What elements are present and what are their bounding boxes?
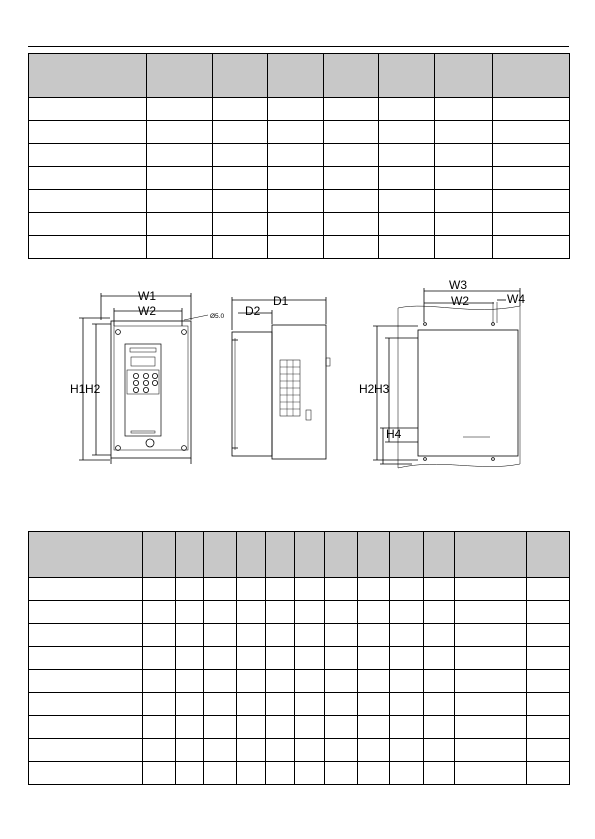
table-row bbox=[29, 98, 570, 121]
table-cell bbox=[358, 739, 390, 762]
table-cell bbox=[29, 144, 147, 167]
table-cell bbox=[455, 693, 527, 716]
table-cell bbox=[29, 578, 143, 601]
table-cell bbox=[295, 578, 325, 601]
table-cell bbox=[29, 693, 143, 716]
table-cell bbox=[358, 693, 390, 716]
table-cell bbox=[213, 190, 268, 213]
table-cell bbox=[295, 624, 325, 647]
table-row bbox=[29, 578, 570, 601]
table-cell bbox=[435, 167, 493, 190]
table-cell bbox=[29, 762, 143, 785]
header-rule bbox=[28, 46, 569, 47]
table-cell bbox=[237, 762, 266, 785]
header-cell bbox=[268, 54, 324, 98]
mount-h2-label: H2 bbox=[359, 382, 375, 396]
table-row bbox=[29, 236, 570, 259]
header-cell bbox=[390, 532, 424, 578]
table-cell bbox=[390, 762, 424, 785]
table-row bbox=[29, 739, 570, 762]
header-cell bbox=[295, 532, 325, 578]
header-cell bbox=[455, 532, 527, 578]
table-cell bbox=[204, 578, 237, 601]
table-cell bbox=[390, 739, 424, 762]
table-cell bbox=[325, 647, 358, 670]
table-header-row bbox=[29, 54, 570, 98]
table-cell bbox=[325, 716, 358, 739]
table-cell bbox=[176, 762, 204, 785]
table-cell bbox=[424, 693, 455, 716]
table-cell bbox=[213, 213, 268, 236]
table-cell bbox=[390, 624, 424, 647]
table-cell bbox=[176, 670, 204, 693]
table-row bbox=[29, 190, 570, 213]
table-cell bbox=[493, 190, 570, 213]
table-cell bbox=[424, 601, 455, 624]
table-cell bbox=[358, 601, 390, 624]
table-row bbox=[29, 762, 570, 785]
table-cell bbox=[143, 693, 176, 716]
table-cell bbox=[29, 98, 147, 121]
table-row bbox=[29, 121, 570, 144]
header-cell bbox=[379, 54, 435, 98]
table-cell bbox=[29, 236, 147, 259]
table-cell bbox=[390, 601, 424, 624]
table-cell bbox=[266, 716, 295, 739]
table-cell bbox=[325, 670, 358, 693]
table-cell bbox=[268, 98, 324, 121]
table-cell bbox=[29, 167, 147, 190]
table-cell bbox=[268, 144, 324, 167]
header-cell bbox=[29, 54, 147, 98]
table-cell bbox=[324, 98, 379, 121]
table-row bbox=[29, 670, 570, 693]
header-cell bbox=[527, 532, 570, 578]
mount-w4-label: W4 bbox=[507, 292, 525, 306]
table-cell bbox=[266, 739, 295, 762]
table-cell bbox=[29, 121, 147, 144]
table-cell bbox=[237, 647, 266, 670]
table-cell bbox=[325, 624, 358, 647]
table-cell bbox=[147, 190, 213, 213]
table-cell bbox=[527, 647, 570, 670]
table-cell bbox=[29, 624, 143, 647]
table-cell bbox=[295, 716, 325, 739]
header-cell bbox=[213, 54, 268, 98]
table-cell bbox=[358, 578, 390, 601]
table-cell bbox=[379, 190, 435, 213]
table-cell bbox=[143, 716, 176, 739]
table-cell bbox=[204, 624, 237, 647]
table-cell bbox=[527, 624, 570, 647]
table-cell bbox=[295, 693, 325, 716]
table-cell bbox=[29, 213, 147, 236]
table-cell bbox=[237, 693, 266, 716]
header-cell bbox=[176, 532, 204, 578]
table-cell bbox=[435, 236, 493, 259]
header-cell bbox=[204, 532, 237, 578]
header-cell bbox=[266, 532, 295, 578]
table-row bbox=[29, 144, 570, 167]
table-cell bbox=[493, 121, 570, 144]
table-cell bbox=[455, 716, 527, 739]
table-cell bbox=[493, 144, 570, 167]
table-cell bbox=[379, 121, 435, 144]
table-cell bbox=[268, 121, 324, 144]
table-cell bbox=[295, 647, 325, 670]
table-cell bbox=[268, 167, 324, 190]
front-h1-label: H1 bbox=[70, 382, 86, 396]
table-cell bbox=[325, 693, 358, 716]
table-cell bbox=[237, 601, 266, 624]
table-cell bbox=[147, 144, 213, 167]
table-cell bbox=[527, 693, 570, 716]
table-row bbox=[29, 213, 570, 236]
table-cell bbox=[266, 693, 295, 716]
table-cell bbox=[358, 647, 390, 670]
table-cell bbox=[213, 98, 268, 121]
table-cell bbox=[324, 190, 379, 213]
table-cell bbox=[527, 670, 570, 693]
table-cell bbox=[266, 762, 295, 785]
table-cell bbox=[213, 121, 268, 144]
table-cell bbox=[455, 739, 527, 762]
table-cell bbox=[379, 98, 435, 121]
mount-h4-label: H4 bbox=[386, 427, 402, 441]
mount-h3-label: H3 bbox=[374, 382, 390, 396]
table-cell bbox=[455, 670, 527, 693]
side-d2-label: D2 bbox=[245, 304, 261, 318]
table-cell bbox=[266, 601, 295, 624]
table-row bbox=[29, 716, 570, 739]
table-cell bbox=[324, 121, 379, 144]
table-cell bbox=[455, 578, 527, 601]
table-cell bbox=[493, 236, 570, 259]
table-cell bbox=[266, 578, 295, 601]
table-cell bbox=[424, 578, 455, 601]
table-cell bbox=[435, 144, 493, 167]
front-view bbox=[79, 293, 208, 464]
table-cell bbox=[143, 670, 176, 693]
table-cell bbox=[455, 647, 527, 670]
table-cell bbox=[455, 601, 527, 624]
table-cell bbox=[213, 144, 268, 167]
table-cell bbox=[143, 739, 176, 762]
table-cell bbox=[435, 190, 493, 213]
table-cell bbox=[237, 739, 266, 762]
table-cell bbox=[204, 601, 237, 624]
table-cell bbox=[493, 98, 570, 121]
table-cell bbox=[295, 670, 325, 693]
header-cell bbox=[143, 532, 176, 578]
table-cell bbox=[143, 624, 176, 647]
table-cell bbox=[358, 716, 390, 739]
table-cell bbox=[204, 739, 237, 762]
table-cell bbox=[266, 647, 295, 670]
table-cell bbox=[424, 739, 455, 762]
header-cell bbox=[237, 532, 266, 578]
table-cell bbox=[527, 601, 570, 624]
table-row bbox=[29, 647, 570, 670]
header-cell bbox=[424, 532, 455, 578]
table-cell bbox=[324, 167, 379, 190]
table-cell bbox=[147, 167, 213, 190]
table-cell bbox=[435, 121, 493, 144]
table-cell bbox=[455, 624, 527, 647]
table-cell bbox=[29, 739, 143, 762]
table-cell bbox=[527, 578, 570, 601]
table-cell bbox=[424, 762, 455, 785]
table-cell bbox=[143, 647, 176, 670]
table-cell bbox=[527, 739, 570, 762]
table-cell bbox=[237, 624, 266, 647]
mount-w2-label: W2 bbox=[451, 294, 469, 308]
table-cell bbox=[204, 693, 237, 716]
table-cell bbox=[527, 762, 570, 785]
table-cell bbox=[295, 762, 325, 785]
table-cell bbox=[424, 647, 455, 670]
header-cell bbox=[147, 54, 213, 98]
table-cell bbox=[29, 670, 143, 693]
mount-w3-label: W3 bbox=[449, 278, 467, 292]
inverter-outline-drawings bbox=[0, 260, 595, 490]
table-cell bbox=[29, 647, 143, 670]
side-view bbox=[232, 297, 330, 459]
front-h2-label: H2 bbox=[85, 382, 101, 396]
table-cell bbox=[147, 121, 213, 144]
table-cell bbox=[176, 601, 204, 624]
table-cell bbox=[295, 601, 325, 624]
table-cell bbox=[29, 190, 147, 213]
header-cell bbox=[435, 54, 493, 98]
table-row bbox=[29, 693, 570, 716]
table-cell bbox=[147, 213, 213, 236]
table-cell bbox=[176, 624, 204, 647]
table-cell bbox=[324, 213, 379, 236]
table-cell bbox=[379, 144, 435, 167]
table-row bbox=[29, 167, 570, 190]
table-cell bbox=[147, 98, 213, 121]
table-cell bbox=[29, 716, 143, 739]
table-cell bbox=[358, 762, 390, 785]
table-cell bbox=[176, 693, 204, 716]
table-cell bbox=[268, 236, 324, 259]
table-cell bbox=[493, 213, 570, 236]
table-cell bbox=[358, 670, 390, 693]
table-cell bbox=[204, 716, 237, 739]
table-row bbox=[29, 624, 570, 647]
table-cell bbox=[325, 739, 358, 762]
table-cell bbox=[455, 762, 527, 785]
table-cell bbox=[237, 578, 266, 601]
table-cell bbox=[204, 762, 237, 785]
header-cell bbox=[358, 532, 390, 578]
table-cell bbox=[424, 716, 455, 739]
table-cell bbox=[325, 601, 358, 624]
table-cell bbox=[379, 213, 435, 236]
table-cell bbox=[268, 213, 324, 236]
header-cell bbox=[493, 54, 570, 98]
table-cell bbox=[295, 739, 325, 762]
table-cell bbox=[268, 190, 324, 213]
table-cell bbox=[390, 578, 424, 601]
table-row bbox=[29, 601, 570, 624]
table-cell bbox=[204, 647, 237, 670]
table-cell bbox=[325, 762, 358, 785]
table-cell bbox=[143, 578, 176, 601]
table-cell bbox=[176, 716, 204, 739]
table-cell bbox=[527, 716, 570, 739]
table-cell bbox=[390, 647, 424, 670]
table-cell bbox=[379, 167, 435, 190]
header-cell bbox=[325, 532, 358, 578]
table-cell bbox=[379, 236, 435, 259]
table-cell bbox=[143, 762, 176, 785]
header-cell bbox=[324, 54, 379, 98]
table-cell bbox=[324, 236, 379, 259]
table-cell bbox=[435, 213, 493, 236]
table-cell bbox=[493, 167, 570, 190]
table-cell bbox=[390, 670, 424, 693]
table-cell bbox=[213, 167, 268, 190]
table-cell bbox=[237, 670, 266, 693]
header-cell bbox=[29, 532, 143, 578]
side-d1-label: D1 bbox=[273, 294, 289, 308]
table-cell bbox=[237, 716, 266, 739]
table-cell bbox=[204, 670, 237, 693]
table-cell bbox=[424, 624, 455, 647]
mount-hole-label: Ø5.0 bbox=[210, 313, 225, 320]
table-cell bbox=[176, 578, 204, 601]
table-cell bbox=[266, 624, 295, 647]
table-cell bbox=[266, 670, 295, 693]
table-cell bbox=[29, 601, 143, 624]
table-cell bbox=[325, 578, 358, 601]
front-w2-label: W2 bbox=[138, 304, 156, 318]
front-w1-label: W1 bbox=[138, 289, 156, 303]
table-cell bbox=[147, 236, 213, 259]
table-cell bbox=[176, 739, 204, 762]
table-cell bbox=[435, 98, 493, 121]
table-cell bbox=[390, 716, 424, 739]
table-header-row bbox=[29, 532, 570, 578]
table-cell bbox=[324, 144, 379, 167]
table-cell bbox=[143, 601, 176, 624]
table-cell bbox=[390, 693, 424, 716]
table-cell bbox=[213, 236, 268, 259]
mounting-view bbox=[373, 288, 520, 468]
table-cell bbox=[424, 670, 455, 693]
dimensions-table-1 bbox=[28, 53, 570, 259]
dimensions-table-2 bbox=[28, 531, 570, 785]
table-cell bbox=[358, 624, 390, 647]
table-cell bbox=[176, 647, 204, 670]
